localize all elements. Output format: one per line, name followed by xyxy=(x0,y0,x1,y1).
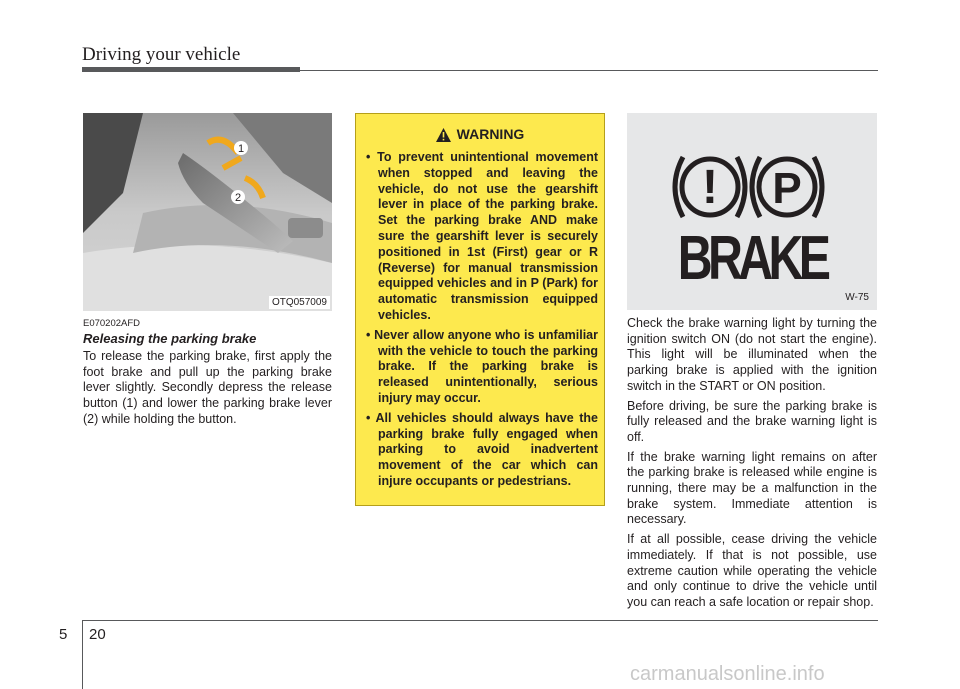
photo-code: OTQ057009 xyxy=(269,296,330,309)
page-header-title: Driving your vehicle xyxy=(82,44,241,65)
parking-brake-photo xyxy=(83,113,332,311)
header-rule xyxy=(300,70,878,71)
warning-item: • Never allow anyone who is unfamiliar with the vehicle to touch the parking brake. If the parking brake is released unintentionally, serious injury may occur. xyxy=(366,327,598,405)
brake-paragraph: If at all possible, cease driving the vehicle immediately. If that is not possible, use extreme caution while operating the vehicle and only continue to drive the vehicle until you can reach a safe location or repair shop. xyxy=(627,532,877,609)
section-body xyxy=(83,349,332,432)
footer-rule xyxy=(82,620,878,621)
brake-light-text xyxy=(627,316,877,615)
exclamation-glyph: ! xyxy=(702,161,718,214)
warning-triangle-icon xyxy=(436,128,451,142)
warning-heading xyxy=(356,126,604,142)
warning-title: WARNING xyxy=(456,126,525,142)
symbol-code: W-75 xyxy=(845,292,869,303)
warning-item: • To prevent unintentional movement when stopped and leaving the vehicle, do not use the gearshift lever in place of the parking brake. Set the parking brake AND make sure the gearshift lever is securely positioned in 1st (First) gear or R (Reverse) for manual transmission equipped vehicles and in P (Park) for automatic transmission equipped vehicles. xyxy=(366,150,598,322)
warning-list xyxy=(366,150,598,494)
header-bar xyxy=(82,67,300,72)
warning-item: • All vehicles should always have the parking brake fully engaged when parking to avoid inadvertent movement of the car which can injure occupants or pedestrians. xyxy=(366,410,598,488)
brake-label: BRAKE xyxy=(677,224,827,293)
callout-2: 2 xyxy=(235,192,242,204)
footer-divider xyxy=(82,620,83,689)
chapter-number: 5 xyxy=(59,626,68,643)
brake-paragraph: Before driving, be sure the parking brake is fully released and the brake warning light is off. xyxy=(627,398,877,444)
section-code: E070202AFD xyxy=(83,318,141,329)
section-paragraph: To release the parking brake, first apply the foot brake and pull up the parking brake lever slightly. Secondly depress the release button (1) and lower the parking brake lever (2) while holding the button. xyxy=(83,349,332,426)
brake-paragraph: If the brake warning light remains on after the parking brake is released while engine is running, there may be a malfunction in the brake system. Immediate attention is necessary. xyxy=(627,449,877,527)
callout-1: 1 xyxy=(238,143,245,155)
brake-paragraph: Check the brake warning light by turning the ignition switch ON (do not start the engine). This light will be illuminated when the parking brake is applied with the ignition switch in the START or ON position. xyxy=(627,316,877,393)
warning-box xyxy=(355,113,605,506)
brake-warning-symbol xyxy=(627,113,877,310)
page-number: 20 xyxy=(89,626,106,643)
watermark[interactable]: carmanualsonline.info xyxy=(630,663,825,685)
section-heading: Releasing the parking brake xyxy=(83,331,257,346)
parking-glyph: P xyxy=(772,164,802,213)
